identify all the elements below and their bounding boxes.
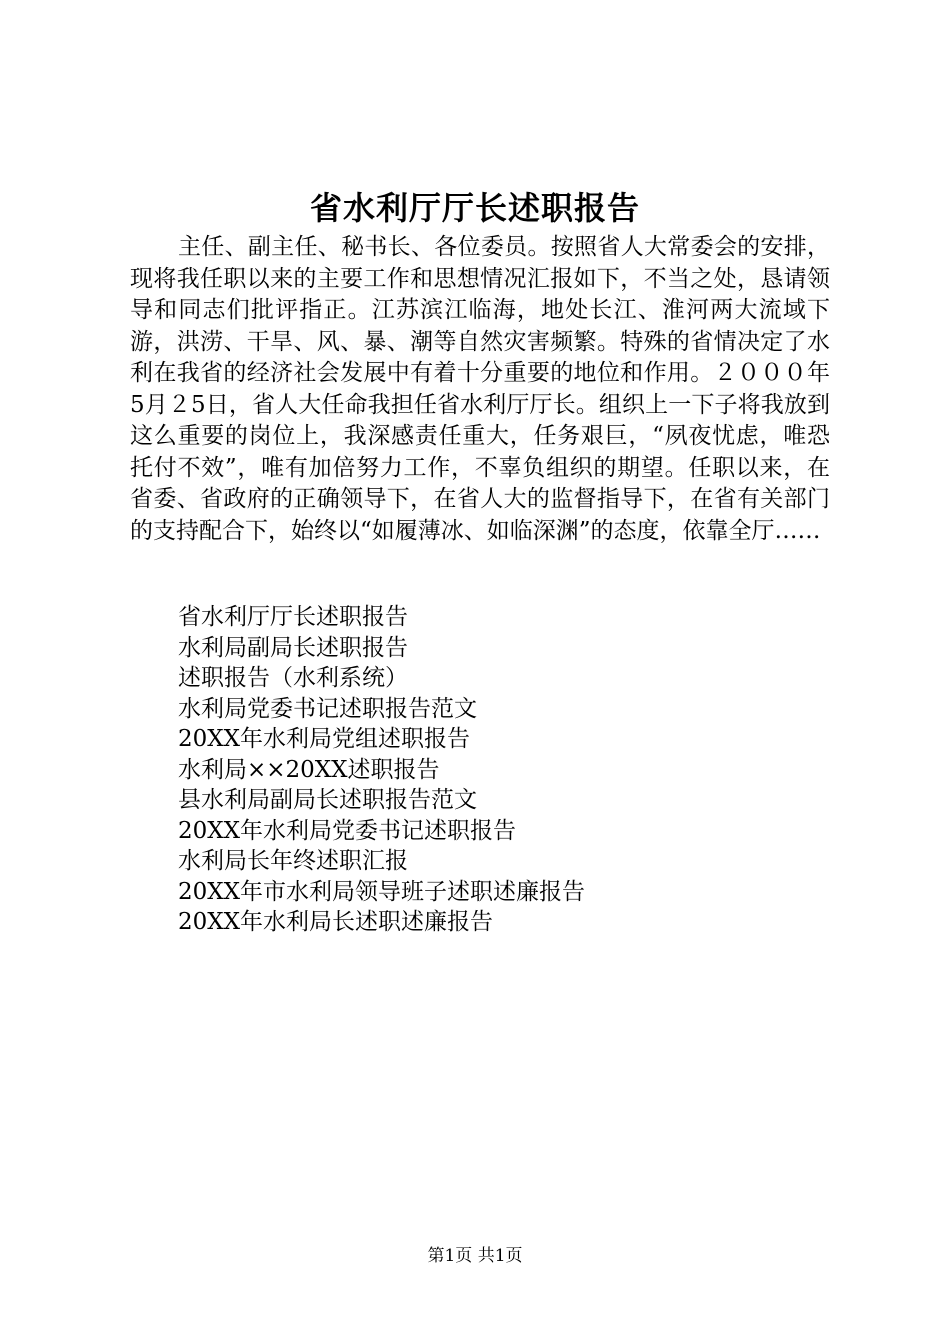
related-document-item: 20XX年水利局党委书记述职报告 xyxy=(178,817,517,844)
related-documents-list xyxy=(178,602,585,938)
related-document-item: 述职报告（水利系统） xyxy=(178,665,408,691)
related-document-item: 20XX年市水利局领导班子述职述廉报告 xyxy=(178,878,586,905)
related-document-item: 水利局长年终述职汇报 xyxy=(178,848,408,874)
related-document-item: 20XX年水利局长述职述廉报告 xyxy=(178,909,494,935)
related-document-item: 水利局××20XX述职报告 xyxy=(178,756,440,783)
related-document-item: 20XX年水利局党组述职报告 xyxy=(178,726,471,752)
related-document-item: 省水利厅厅长述职报告 xyxy=(178,604,408,630)
document-abstract: 主任、副主任、秘书长、各位委员。按照省人大常委会的安排，现将我任职以来的主要工作和思想情况汇报如下，不当之处，恳请领导和同志们批评指正。江苏滨江临海，地处长江、淮河两大流域下游，洪涝、干旱、风、暴、潮等自然灾害频繁。特殊的省情决定了水利在我省的经济社会发展中有着十分重要的地位和作用。２０００年5月２5日，省人大任命我担任省水利厅厅长。组织上一下子将我放到这么重要的岗位上，我深感责任重大，任务艰巨，“夙夜忧虑，唯恐托付不效”，唯有加倍努力工作，不辜负组织的期望。任职以来，在省委、省政府的正确领导下，在省人大的监督指导下，在省有关部门的支持配合下，始终以“如履薄冰、如临深渊”的态度，依靠全厅…… xyxy=(130,234,830,544)
related-document-item: 县水利局副局长述职报告范文 xyxy=(178,787,477,813)
related-document-item: 水利局副局长述职报告 xyxy=(178,634,408,661)
document-title: 省水利厅厅长述职报告 xyxy=(309,189,640,227)
related-document-item: 水利局党委书记述职报告范文 xyxy=(178,695,477,722)
page-footer: 第1页 共1页 xyxy=(427,1246,523,1266)
